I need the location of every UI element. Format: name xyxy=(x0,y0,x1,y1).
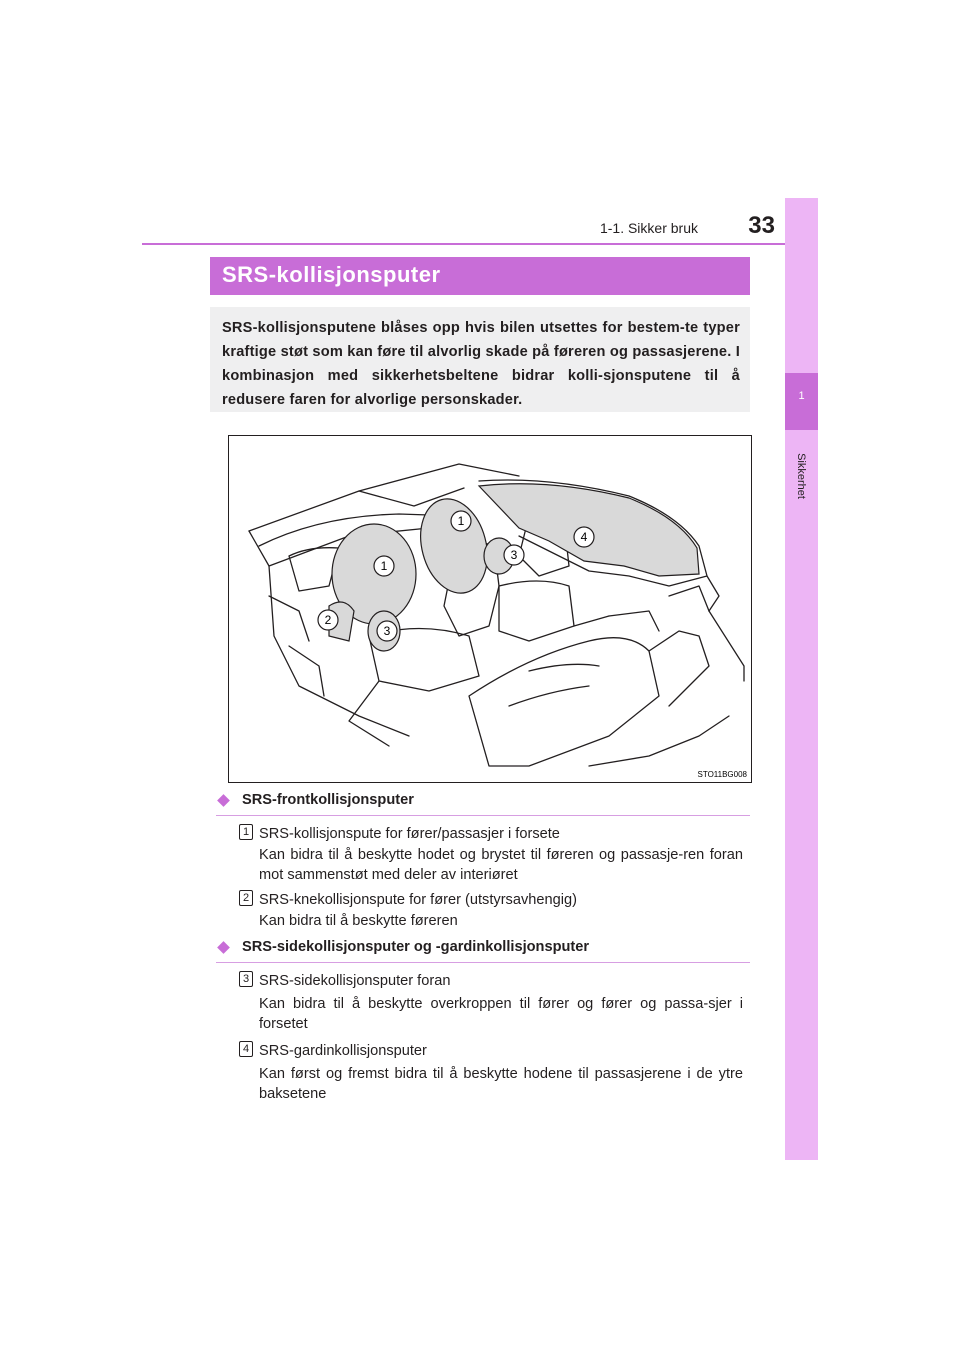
item-number-badge: 4 xyxy=(239,1041,253,1057)
callout-label: 1 xyxy=(457,514,465,528)
page-title: SRS-kollisjonsputer xyxy=(222,262,441,287)
section-bullet-icon xyxy=(217,941,230,954)
section-title-front: SRS-frontkollisjonsputer xyxy=(242,792,414,808)
header-rule xyxy=(142,243,818,245)
section-rule xyxy=(216,962,750,963)
section-bullet-icon xyxy=(217,794,230,807)
item-title: SRS-gardinkollisjonsputer xyxy=(259,1043,427,1059)
intro-text: SRS-kollisjonsputene blåses opp hvis bilen utsettes for bestem-te typer kraftige støt som kan føre til alvorlig skade på føreren og passasjerene. I kombinasjon med sikkerhetsbeltene bidrar kolli-sjonsputene til å redusere faren for alvorlige personskader. xyxy=(222,320,740,408)
callout-3-passenger xyxy=(504,545,524,565)
passenger-front-airbag xyxy=(411,491,498,600)
callout-label: 4 xyxy=(580,530,588,544)
item-title: SRS-knekollisjonspute for fører (utstyrsavhengig) xyxy=(259,892,577,908)
item-number-badge: 1 xyxy=(239,824,253,840)
callout-1-passenger xyxy=(451,511,471,531)
airbag-illustration xyxy=(228,435,752,783)
chapter-tab xyxy=(785,198,818,1160)
illustration-code: STO11BG008 xyxy=(697,770,747,779)
item-title: SRS-sidekollisjonsputer foran xyxy=(259,973,451,989)
callout-3-driver xyxy=(377,621,397,641)
car-interior-drawing xyxy=(229,436,751,782)
item-description: Kan bidra til å beskytte overkroppen til fører og fører og passa-sjer i forsetet xyxy=(259,996,743,1032)
chapter-number: 1 xyxy=(798,390,805,402)
item-title: SRS-kollisjonspute for fører/passasjer i forsete xyxy=(259,826,560,842)
callout-label: 2 xyxy=(324,613,332,627)
callout-1-driver xyxy=(374,556,394,576)
section-reference: 1-1. Sikker bruk xyxy=(599,220,698,236)
section-title-side: SRS-sidekollisjonsputer og -gardinkollisjonsputer xyxy=(242,939,590,955)
callout-label: 1 xyxy=(380,559,388,573)
item-description: Kan bidra til å beskytte føreren xyxy=(259,913,458,929)
item-description: Kan bidra til å beskytte hodet og brystet til føreren og passasje-ren foran mot sammenstøt med deler av interiøret xyxy=(259,847,743,883)
item-description: Kan først og fremst bidra til å beskytte hodene til passasjerene i de ytre baksetene xyxy=(259,1066,743,1102)
callout-label: 3 xyxy=(383,624,391,638)
item-number-badge: 2 xyxy=(239,890,253,906)
callout-2-knee xyxy=(318,610,338,630)
page-number: 33 xyxy=(748,212,775,239)
chapter-label: Sikkerhet xyxy=(795,453,807,499)
callout-4-curtain xyxy=(574,527,594,547)
callout-label: 3 xyxy=(510,548,518,562)
section-rule xyxy=(216,815,750,816)
item-number-badge: 3 xyxy=(239,971,253,987)
